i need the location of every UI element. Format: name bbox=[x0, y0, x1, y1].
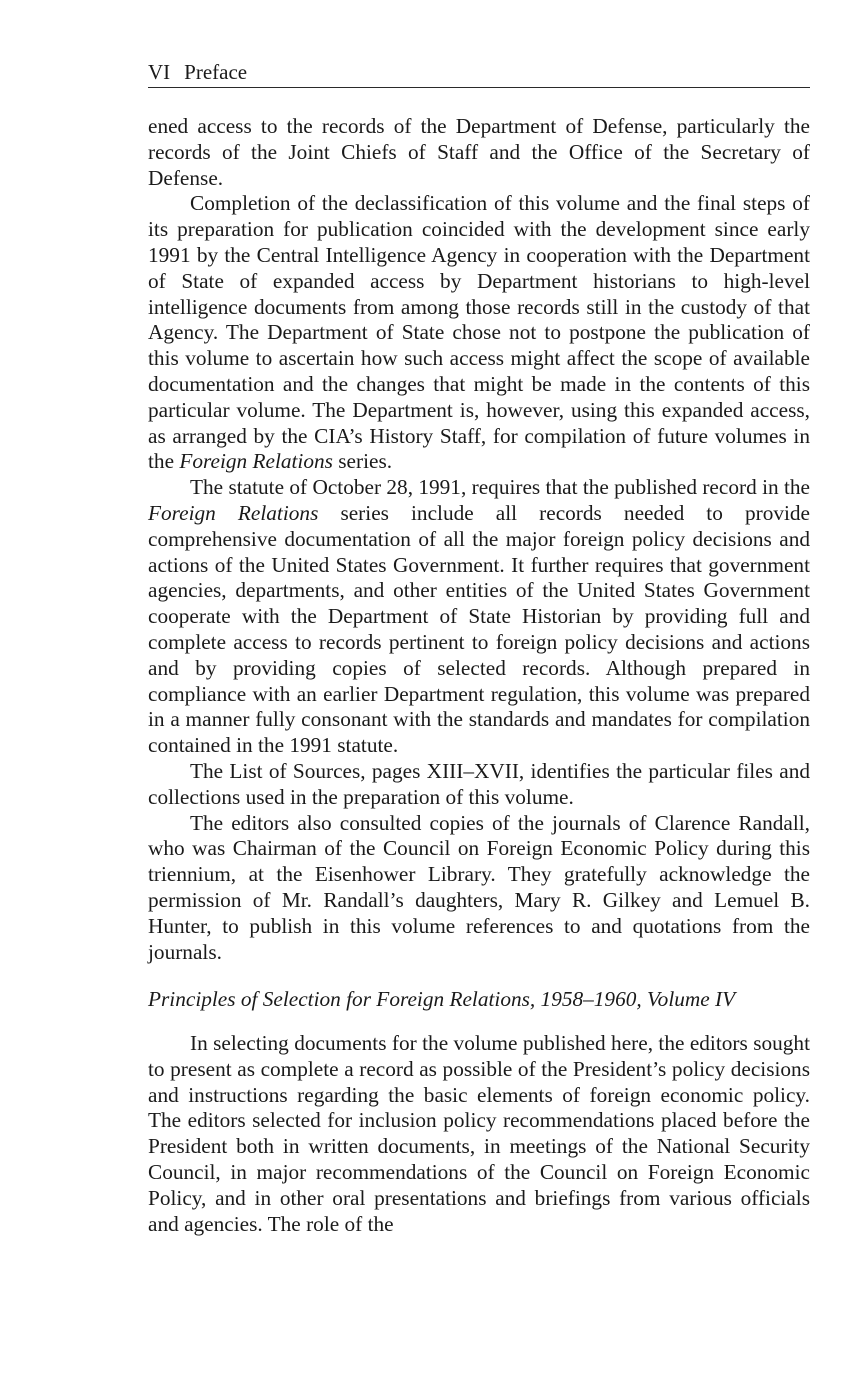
series-title: Foreign Relations bbox=[148, 500, 319, 525]
paragraph-3: The statute of October 28, 1991, requires that the published record in the Foreign Relations series include all records needed to provide comprehensive documentation of all the major foreign policy decisions and actions of the United States Government. It further requires that government agencies, departments, and other entities of the United States Government cooperate with the Department of State Historian by providing full and complete access to records pertinent to foreign policy decisions and actions and by providing copies of selected records. Although prepared in compliance with an earlier Department regulation, this volume was prepared in a manner fully consonant with the standards and mandates for compilation contained in the 1991 statute. bbox=[148, 475, 811, 758]
document-page bbox=[148, 58, 810, 1237]
paragraph-4: The List of Sources, pages XIII–XVII, identifies the particular files and collections used in the preparation of this volume. bbox=[148, 758, 810, 809]
page-number: VI bbox=[148, 60, 171, 84]
paragraph-1: ened access to the records of the Department of Defense, particularly the records of the Joint Chiefs of Staff and the Office of the Secretary of Defense. bbox=[148, 114, 810, 190]
paragraph-6: In selecting documents for the volume published here, the editors sought to present as complete a record as possible of the President’s policy decisions and instructions regarding the basic elements of foreign economic policy. The editors selected for inclusion policy recommendations placed before the President both in written documents, in meetings of the National Security Council, in major recommendations of the Council on Foreign Economic Policy, and in other oral presentations and briefings from various officials and agencies. The role of the bbox=[148, 1031, 810, 1236]
running-head bbox=[148, 58, 810, 88]
running-head-title: Preface bbox=[184, 60, 248, 84]
paragraph-2: Completion of the declassification of this volume and the final steps of its preparation for publication coincided with the development since early 1991 by the Central Intelligence Agency in cooperation with the Department of State of expanded access by Department historians to high-level intelligence documents from among those records still in the custody of that Agency. The Department of State chose not to postpone the publication of this volume to ascertain how such access might affect the scope of available documentation and the changes that might be made in the contents of this particular volume. The Department is, however, using this expanded access, as arranged by the CIA’s History Staff, for compilation of future volumes in the Foreign Relations series. bbox=[148, 191, 810, 474]
section-heading: Principles of Selection for Foreign Relations, 1958–1960, Volume IV bbox=[148, 987, 736, 1012]
body-text bbox=[148, 114, 810, 1237]
series-title: Foreign Relations bbox=[179, 449, 333, 474]
paragraph-5: The editors also consulted copies of the journals of Clarence Randall, who was Chairman of the Council on Foreign Economic Policy during this triennium, at the Eisenhower Library. They gratefully acknowledge the permission of Mr. Randall’s daughters, Mary R. Gilkey and Lemuel B. Hunter, to publish in this volume references to and quotations from the journals. bbox=[148, 810, 810, 964]
